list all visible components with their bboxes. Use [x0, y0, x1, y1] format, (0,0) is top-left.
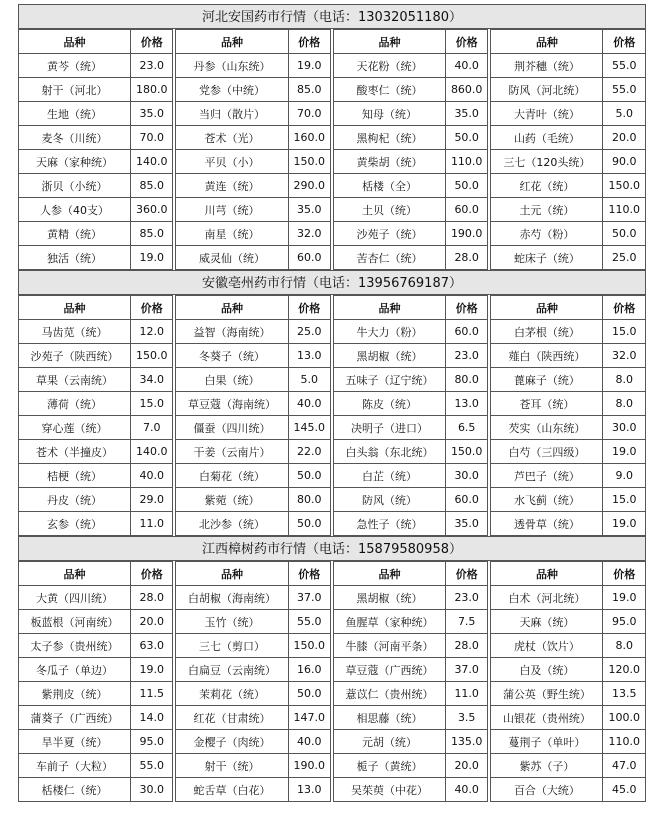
price-cell: 12.0: [131, 320, 173, 344]
price-cell: 7.5: [446, 610, 488, 634]
price-cell: 110.0: [603, 730, 646, 754]
column-header-price: 价格: [603, 562, 646, 586]
section-title: 安徽亳州药市行情（电话：13956769187）: [18, 270, 646, 295]
table-row: [19, 440, 646, 464]
herb-name-cell: 水飞蓟（统）: [491, 488, 603, 512]
price-sheet: [18, 4, 646, 802]
herb-name-cell: 生地（统）: [19, 102, 131, 126]
herb-name-cell: 栝楼（全）: [333, 174, 445, 198]
table-row: [19, 222, 646, 246]
herb-name-cell: 决明子（进口）: [333, 416, 445, 440]
price-table: [18, 29, 646, 270]
price-cell: 25.0: [288, 320, 330, 344]
price-cell: 28.0: [446, 246, 488, 270]
herb-name-cell: 薄荷（统）: [19, 392, 131, 416]
header-row: [19, 296, 646, 320]
herb-name-cell: 当归（散片）: [176, 102, 288, 126]
table-row: [19, 416, 646, 440]
price-cell: 40.0: [446, 778, 488, 802]
price-cell: 100.0: [603, 706, 646, 730]
column-header-name: 品种: [491, 562, 603, 586]
herb-name-cell: 冬瓜子（单边）: [19, 658, 131, 682]
herb-name-cell: 牛膝（河南平条）: [333, 634, 445, 658]
price-cell: 40.0: [446, 54, 488, 78]
price-cell: 145.0: [288, 416, 330, 440]
price-cell: 60.0: [288, 246, 330, 270]
price-cell: 30.0: [446, 464, 488, 488]
herb-name-cell: 苍术（半撞皮）: [19, 440, 131, 464]
price-cell: 35.0: [131, 102, 173, 126]
price-cell: 150.0: [446, 440, 488, 464]
price-cell: 40.0: [131, 464, 173, 488]
table-row: [19, 682, 646, 706]
price-cell: 360.0: [131, 198, 173, 222]
header-row: [19, 30, 646, 54]
price-cell: 22.0: [288, 440, 330, 464]
herb-name-cell: 车前子（大粒）: [19, 754, 131, 778]
herb-name-cell: 北沙参（统）: [176, 512, 288, 536]
price-cell: 50.0: [446, 174, 488, 198]
section-title: 江西樟树药市行情（电话：15879580958）: [18, 536, 646, 561]
price-cell: 15.0: [603, 320, 646, 344]
herb-name-cell: 天花粉（统）: [333, 54, 445, 78]
herb-name-cell: 紫菀（统）: [176, 488, 288, 512]
price-cell: 55.0: [603, 54, 646, 78]
herb-name-cell: 鱼腥草（家种统）: [333, 610, 445, 634]
column-header-name: 品种: [333, 562, 445, 586]
market-section: [18, 536, 646, 802]
price-cell: 8.0: [603, 368, 646, 392]
herb-name-cell: 白及（统）: [491, 658, 603, 682]
herb-name-cell: 大黄（四川统）: [19, 586, 131, 610]
table-row: [19, 78, 646, 102]
herb-name-cell: 蔓荆子（单叶）: [491, 730, 603, 754]
herb-name-cell: 干姜（云南片）: [176, 440, 288, 464]
price-cell: 19.0: [603, 586, 646, 610]
herb-name-cell: 天麻（统）: [491, 610, 603, 634]
price-cell: 8.0: [603, 392, 646, 416]
herb-name-cell: 草果（云南统）: [19, 368, 131, 392]
herb-name-cell: 相思藤（统）: [333, 706, 445, 730]
table-row: [19, 730, 646, 754]
herb-name-cell: 三七（120头统）: [491, 150, 603, 174]
column-header-name: 品种: [333, 296, 445, 320]
herb-name-cell: 栝楼仁（统）: [19, 778, 131, 802]
table-row: [19, 102, 646, 126]
table-row: [19, 54, 646, 78]
price-cell: 40.0: [288, 730, 330, 754]
herb-name-cell: 丹参（山东统）: [176, 54, 288, 78]
herb-name-cell: 金樱子（肉统）: [176, 730, 288, 754]
price-cell: 50.0: [288, 512, 330, 536]
herb-name-cell: 南星（统）: [176, 222, 288, 246]
column-header-name: 品种: [176, 562, 288, 586]
table-row: [19, 464, 646, 488]
herb-name-cell: 桔梗（统）: [19, 464, 131, 488]
price-table: [18, 295, 646, 536]
column-header-price: 价格: [131, 30, 173, 54]
herb-name-cell: 蓖麻子（统）: [491, 368, 603, 392]
price-cell: 7.0: [131, 416, 173, 440]
table-row: [19, 246, 646, 270]
price-cell: 70.0: [131, 126, 173, 150]
price-cell: 95.0: [603, 610, 646, 634]
herb-name-cell: 白扁豆（云南统）: [176, 658, 288, 682]
herb-name-cell: 蛇舌草（白花）: [176, 778, 288, 802]
price-cell: 28.0: [131, 586, 173, 610]
herb-name-cell: 党参（中统）: [176, 78, 288, 102]
herb-name-cell: 麦冬（川统）: [19, 126, 131, 150]
herb-name-cell: 牛大力（粉）: [333, 320, 445, 344]
herb-name-cell: 防风（统）: [333, 488, 445, 512]
price-cell: 35.0: [288, 198, 330, 222]
price-cell: 63.0: [131, 634, 173, 658]
price-cell: 180.0: [131, 78, 173, 102]
herb-name-cell: 黑胡椒（统）: [333, 344, 445, 368]
herb-name-cell: 白头翁（东北统）: [333, 440, 445, 464]
price-cell: 5.0: [603, 102, 646, 126]
price-cell: 190.0: [446, 222, 488, 246]
herb-name-cell: 薏苡仁（贵州统）: [333, 682, 445, 706]
price-cell: 13.5: [603, 682, 646, 706]
section-title: 河北安国药市行情（电话：13032051180）: [18, 4, 646, 29]
herb-name-cell: 白术（河北统）: [491, 586, 603, 610]
herb-name-cell: 红花（甘肃统）: [176, 706, 288, 730]
herb-name-cell: 荆芥穗（统）: [491, 54, 603, 78]
market-section: [18, 4, 646, 270]
herb-name-cell: 苍术（光）: [176, 126, 288, 150]
price-cell: 23.0: [446, 344, 488, 368]
price-cell: 19.0: [131, 246, 173, 270]
column-header-price: 价格: [446, 30, 488, 54]
herb-name-cell: 独活（统）: [19, 246, 131, 270]
herb-name-cell: 草豆蔻（海南统）: [176, 392, 288, 416]
herb-name-cell: 益智（海南统）: [176, 320, 288, 344]
herb-name-cell: 白果（统）: [176, 368, 288, 392]
herb-name-cell: 黑枸杞（统）: [333, 126, 445, 150]
herb-name-cell: 板蓝根（河南统）: [19, 610, 131, 634]
price-cell: 25.0: [603, 246, 646, 270]
herb-name-cell: 白芍（三四级）: [491, 440, 603, 464]
herb-name-cell: 草豆蔻（广西统）: [333, 658, 445, 682]
price-cell: 8.0: [603, 634, 646, 658]
price-cell: 30.0: [131, 778, 173, 802]
table-row: [19, 754, 646, 778]
herb-name-cell: 防风（河北统）: [491, 78, 603, 102]
herb-name-cell: 浙贝（小统）: [19, 174, 131, 198]
column-header-name: 品种: [176, 296, 288, 320]
price-cell: 85.0: [131, 222, 173, 246]
herb-name-cell: 白茅根（统）: [491, 320, 603, 344]
price-cell: 95.0: [131, 730, 173, 754]
herb-name-cell: 栀子（黄统）: [333, 754, 445, 778]
herb-name-cell: 百合（大统）: [491, 778, 603, 802]
herb-name-cell: 酸枣仁（统）: [333, 78, 445, 102]
price-cell: 55.0: [288, 610, 330, 634]
price-cell: 50.0: [288, 464, 330, 488]
table-row: [19, 174, 646, 198]
table-row: [19, 126, 646, 150]
herb-name-cell: 紫荆皮（统）: [19, 682, 131, 706]
column-header-price: 价格: [603, 296, 646, 320]
herb-name-cell: 茉莉花（统）: [176, 682, 288, 706]
market-section: [18, 270, 646, 536]
table-row: [19, 368, 646, 392]
price-cell: 80.0: [288, 488, 330, 512]
price-cell: 20.0: [131, 610, 173, 634]
column-header-name: 品种: [19, 296, 131, 320]
herb-name-cell: 黑胡椒（统）: [333, 586, 445, 610]
herb-name-cell: 山药（毛统）: [491, 126, 603, 150]
column-header-name: 品种: [176, 30, 288, 54]
herb-name-cell: 白菊花（统）: [176, 464, 288, 488]
herb-name-cell: 红花（统）: [491, 174, 603, 198]
herb-name-cell: 马齿苋（统）: [19, 320, 131, 344]
herb-name-cell: 射干（河北）: [19, 78, 131, 102]
column-header-price: 价格: [288, 296, 330, 320]
table-row: [19, 610, 646, 634]
price-table: [18, 561, 646, 802]
price-cell: 19.0: [131, 658, 173, 682]
herb-name-cell: 射干（统）: [176, 754, 288, 778]
price-cell: 135.0: [446, 730, 488, 754]
column-header-name: 品种: [19, 30, 131, 54]
price-cell: 120.0: [603, 658, 646, 682]
price-cell: 6.5: [446, 416, 488, 440]
table-row: [19, 320, 646, 344]
herb-name-cell: 大青叶（统）: [491, 102, 603, 126]
price-cell: 80.0: [446, 368, 488, 392]
price-cell: 19.0: [603, 512, 646, 536]
herb-name-cell: 黄连（统）: [176, 174, 288, 198]
herb-name-cell: 穿心莲（统）: [19, 416, 131, 440]
herb-name-cell: 沙苑子（陕西统）: [19, 344, 131, 368]
price-cell: 13.0: [288, 778, 330, 802]
price-cell: 11.5: [131, 682, 173, 706]
column-header-name: 品种: [333, 30, 445, 54]
price-cell: 45.0: [603, 778, 646, 802]
herb-name-cell: 玄参（统）: [19, 512, 131, 536]
herb-name-cell: 蒲葵子（广西统）: [19, 706, 131, 730]
price-cell: 90.0: [603, 150, 646, 174]
price-cell: 147.0: [288, 706, 330, 730]
price-cell: 29.0: [131, 488, 173, 512]
price-cell: 150.0: [288, 634, 330, 658]
herb-name-cell: 人参（40支）: [19, 198, 131, 222]
table-row: [19, 344, 646, 368]
price-cell: 35.0: [446, 512, 488, 536]
price-cell: 20.0: [446, 754, 488, 778]
price-cell: 50.0: [603, 222, 646, 246]
price-cell: 11.0: [446, 682, 488, 706]
herb-name-cell: 陈皮（统）: [333, 392, 445, 416]
herb-name-cell: 威灵仙（统）: [176, 246, 288, 270]
price-cell: 40.0: [288, 392, 330, 416]
price-cell: 15.0: [131, 392, 173, 416]
herb-name-cell: 芡实（山东统）: [491, 416, 603, 440]
herb-name-cell: 急性子（统）: [333, 512, 445, 536]
column-header-price: 价格: [603, 30, 646, 54]
herb-name-cell: 元胡（统）: [333, 730, 445, 754]
price-cell: 110.0: [603, 198, 646, 222]
herb-name-cell: 玉竹（统）: [176, 610, 288, 634]
price-cell: 11.0: [131, 512, 173, 536]
herb-name-cell: 太子参（贵州统）: [19, 634, 131, 658]
price-cell: 19.0: [603, 440, 646, 464]
price-cell: 60.0: [446, 488, 488, 512]
herb-name-cell: 平贝（小）: [176, 150, 288, 174]
herb-name-cell: 芦巴子（统）: [491, 464, 603, 488]
herb-name-cell: 赤芍（粉）: [491, 222, 603, 246]
price-cell: 50.0: [446, 126, 488, 150]
table-row: [19, 198, 646, 222]
price-cell: 15.0: [603, 488, 646, 512]
price-cell: 9.0: [603, 464, 646, 488]
price-cell: 13.0: [288, 344, 330, 368]
table-row: [19, 488, 646, 512]
table-row: [19, 658, 646, 682]
column-header-name: 品种: [19, 562, 131, 586]
table-row: [19, 512, 646, 536]
table-row: [19, 706, 646, 730]
herb-name-cell: 虎杖（饮片）: [491, 634, 603, 658]
price-cell: 60.0: [446, 320, 488, 344]
column-header-price: 价格: [288, 30, 330, 54]
herb-name-cell: 沙苑子（统）: [333, 222, 445, 246]
price-cell: 28.0: [446, 634, 488, 658]
herb-name-cell: 土元（统）: [491, 198, 603, 222]
price-cell: 85.0: [131, 174, 173, 198]
price-cell: 16.0: [288, 658, 330, 682]
price-cell: 19.0: [288, 54, 330, 78]
herb-name-cell: 吴茱萸（中花）: [333, 778, 445, 802]
price-cell: 37.0: [446, 658, 488, 682]
price-cell: 110.0: [446, 150, 488, 174]
herb-name-cell: 山银花（贵州统）: [491, 706, 603, 730]
herb-name-cell: 白胡椒（海南统）: [176, 586, 288, 610]
price-cell: 55.0: [603, 78, 646, 102]
price-cell: 190.0: [288, 754, 330, 778]
price-cell: 160.0: [288, 126, 330, 150]
column-header-price: 价格: [446, 296, 488, 320]
price-cell: 150.0: [131, 344, 173, 368]
herb-name-cell: 紫苏（子）: [491, 754, 603, 778]
price-cell: 140.0: [131, 440, 173, 464]
column-header-price: 价格: [131, 296, 173, 320]
herb-name-cell: 白芷（统）: [333, 464, 445, 488]
column-header-name: 品种: [491, 30, 603, 54]
herb-name-cell: 土贝（统）: [333, 198, 445, 222]
price-cell: 860.0: [446, 78, 488, 102]
herb-name-cell: 黄精（统）: [19, 222, 131, 246]
price-cell: 47.0: [603, 754, 646, 778]
herb-name-cell: 透骨草（统）: [491, 512, 603, 536]
price-cell: 150.0: [288, 150, 330, 174]
herb-name-cell: 三七（剪口）: [176, 634, 288, 658]
price-cell: 30.0: [603, 416, 646, 440]
herb-name-cell: 黄柴胡（统）: [333, 150, 445, 174]
herb-name-cell: 薤白（陕西统）: [491, 344, 603, 368]
price-cell: 50.0: [288, 682, 330, 706]
price-cell: 85.0: [288, 78, 330, 102]
herb-name-cell: 蒲公英（野生统）: [491, 682, 603, 706]
price-cell: 32.0: [288, 222, 330, 246]
herb-name-cell: 蛇床子（统）: [491, 246, 603, 270]
price-cell: 14.0: [131, 706, 173, 730]
price-cell: 55.0: [131, 754, 173, 778]
table-row: [19, 150, 646, 174]
header-row: [19, 562, 646, 586]
price-cell: 37.0: [288, 586, 330, 610]
column-header-price: 价格: [131, 562, 173, 586]
table-row: [19, 778, 646, 802]
price-cell: 60.0: [446, 198, 488, 222]
price-cell: 5.0: [288, 368, 330, 392]
herb-name-cell: 黄芩（统）: [19, 54, 131, 78]
herb-name-cell: 天麻（家种统）: [19, 150, 131, 174]
price-cell: 290.0: [288, 174, 330, 198]
price-cell: 70.0: [288, 102, 330, 126]
price-cell: 32.0: [603, 344, 646, 368]
herb-name-cell: 冬葵子（统）: [176, 344, 288, 368]
price-cell: 34.0: [131, 368, 173, 392]
table-row: [19, 392, 646, 416]
herb-name-cell: 苍耳（统）: [491, 392, 603, 416]
price-cell: 3.5: [446, 706, 488, 730]
herb-name-cell: 旱半夏（统）: [19, 730, 131, 754]
herb-name-cell: 知母（统）: [333, 102, 445, 126]
table-row: [19, 586, 646, 610]
column-header-price: 价格: [288, 562, 330, 586]
herb-name-cell: 丹皮（统）: [19, 488, 131, 512]
herb-name-cell: 苦杏仁（统）: [333, 246, 445, 270]
column-header-price: 价格: [446, 562, 488, 586]
herb-name-cell: 僵蚕（四川统）: [176, 416, 288, 440]
table-row: [19, 634, 646, 658]
price-cell: 23.0: [446, 586, 488, 610]
herb-name-cell: 川芎（统）: [176, 198, 288, 222]
herb-name-cell: 五味子（辽宁统）: [333, 368, 445, 392]
price-cell: 13.0: [446, 392, 488, 416]
price-cell: 35.0: [446, 102, 488, 126]
price-cell: 23.0: [131, 54, 173, 78]
price-cell: 20.0: [603, 126, 646, 150]
column-header-name: 品种: [491, 296, 603, 320]
price-cell: 140.0: [131, 150, 173, 174]
price-cell: 150.0: [603, 174, 646, 198]
